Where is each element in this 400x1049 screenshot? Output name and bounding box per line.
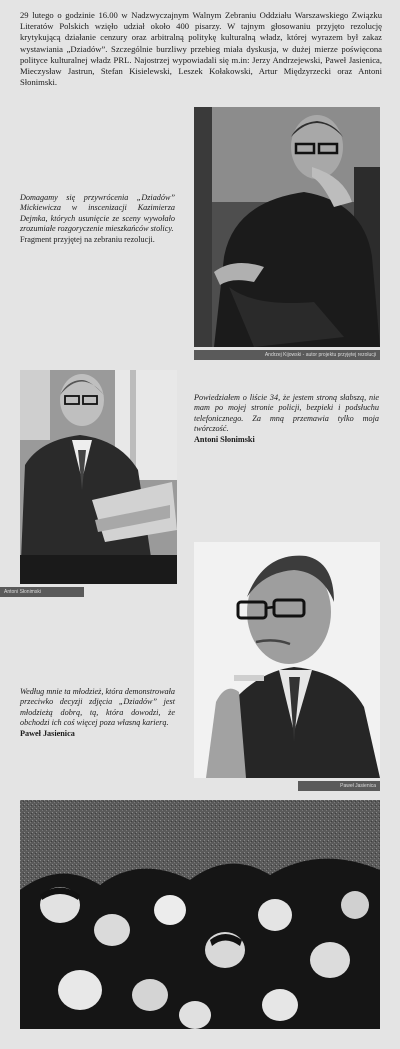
caption-slonimski: Antoni Słonimski — [0, 587, 84, 597]
jasienica-author: Paweł Jasienica — [20, 728, 75, 738]
caption-jasienica: Paweł Jasienica — [298, 781, 380, 791]
slonimski-quote: Powiedziałem o liście 34, że jestem stroną słabszą, nie mam po mojej stronie policji, bezpieki i podsłuchu telefonicznego. Za mną przemawia tylko moja twórczość. — [194, 393, 379, 434]
caption-kijowski: Andrzej Kijowski - autor projektu przyjętej rezolucji — [194, 350, 380, 360]
photo-andrzej-kijowski — [194, 107, 380, 347]
slonimski-author: Antoni Słonimski — [194, 434, 255, 444]
slonimski-quote-block — [194, 393, 379, 445]
resolution-quote: Domagamy się przywrócenia „Dziadów” Mickiewicza w inscenizacji Kazimierza Dejmka, których usunięcie ze sceny wywołało zrozumiałe rozgoryczenie mieszkańców stolicy. — [20, 193, 175, 234]
resolution-note: Fragment przyjętej na zebraniu rezolucji. — [20, 234, 155, 244]
photo-pawel-jasienica — [194, 542, 380, 778]
photo-crowd — [20, 800, 380, 1029]
photo-antoni-slonimski — [20, 370, 177, 584]
intro-paragraph: 29 lutego o godzinie 16.00 w Nadzwyczajnym Walnym Zebraniu Oddziału Warszawskiego Związku Literatów Polskich wzięło udział około 400 pisarzy. W tajnym głosowaniu przyjęto rezolucję krytykującą działanie cenzury oraz arbitralną politykę kulturalną władz, której wyrazem był zakaz wystawiania „Dziadów”. Szczególnie burzliwy przebieg miała dyskusja, w dużej mierze poświęcona polityce kulturalnej władz PRL. Najostrzej wypowiadali się m.in: Jerzy Andrzejewski, Paweł Jasienica, Mieczysław Jastrun, Stefan Kisielewski, Leszek Kołakowski, Artur Międzyrzecki oraz Antoni Słonimski. — [20, 10, 382, 88]
jasienica-quote-block — [20, 687, 175, 739]
jasienica-quote: Według mnie ta młodzież, która demonstrowała przeciwko decyzji zdjęcia „Dziadów” jest młodzieżą dobrą, tą, która dowodzi, że obchodzi ich coś więcej poza własną karierą. — [20, 687, 175, 728]
resolution-quote-block — [20, 193, 175, 245]
